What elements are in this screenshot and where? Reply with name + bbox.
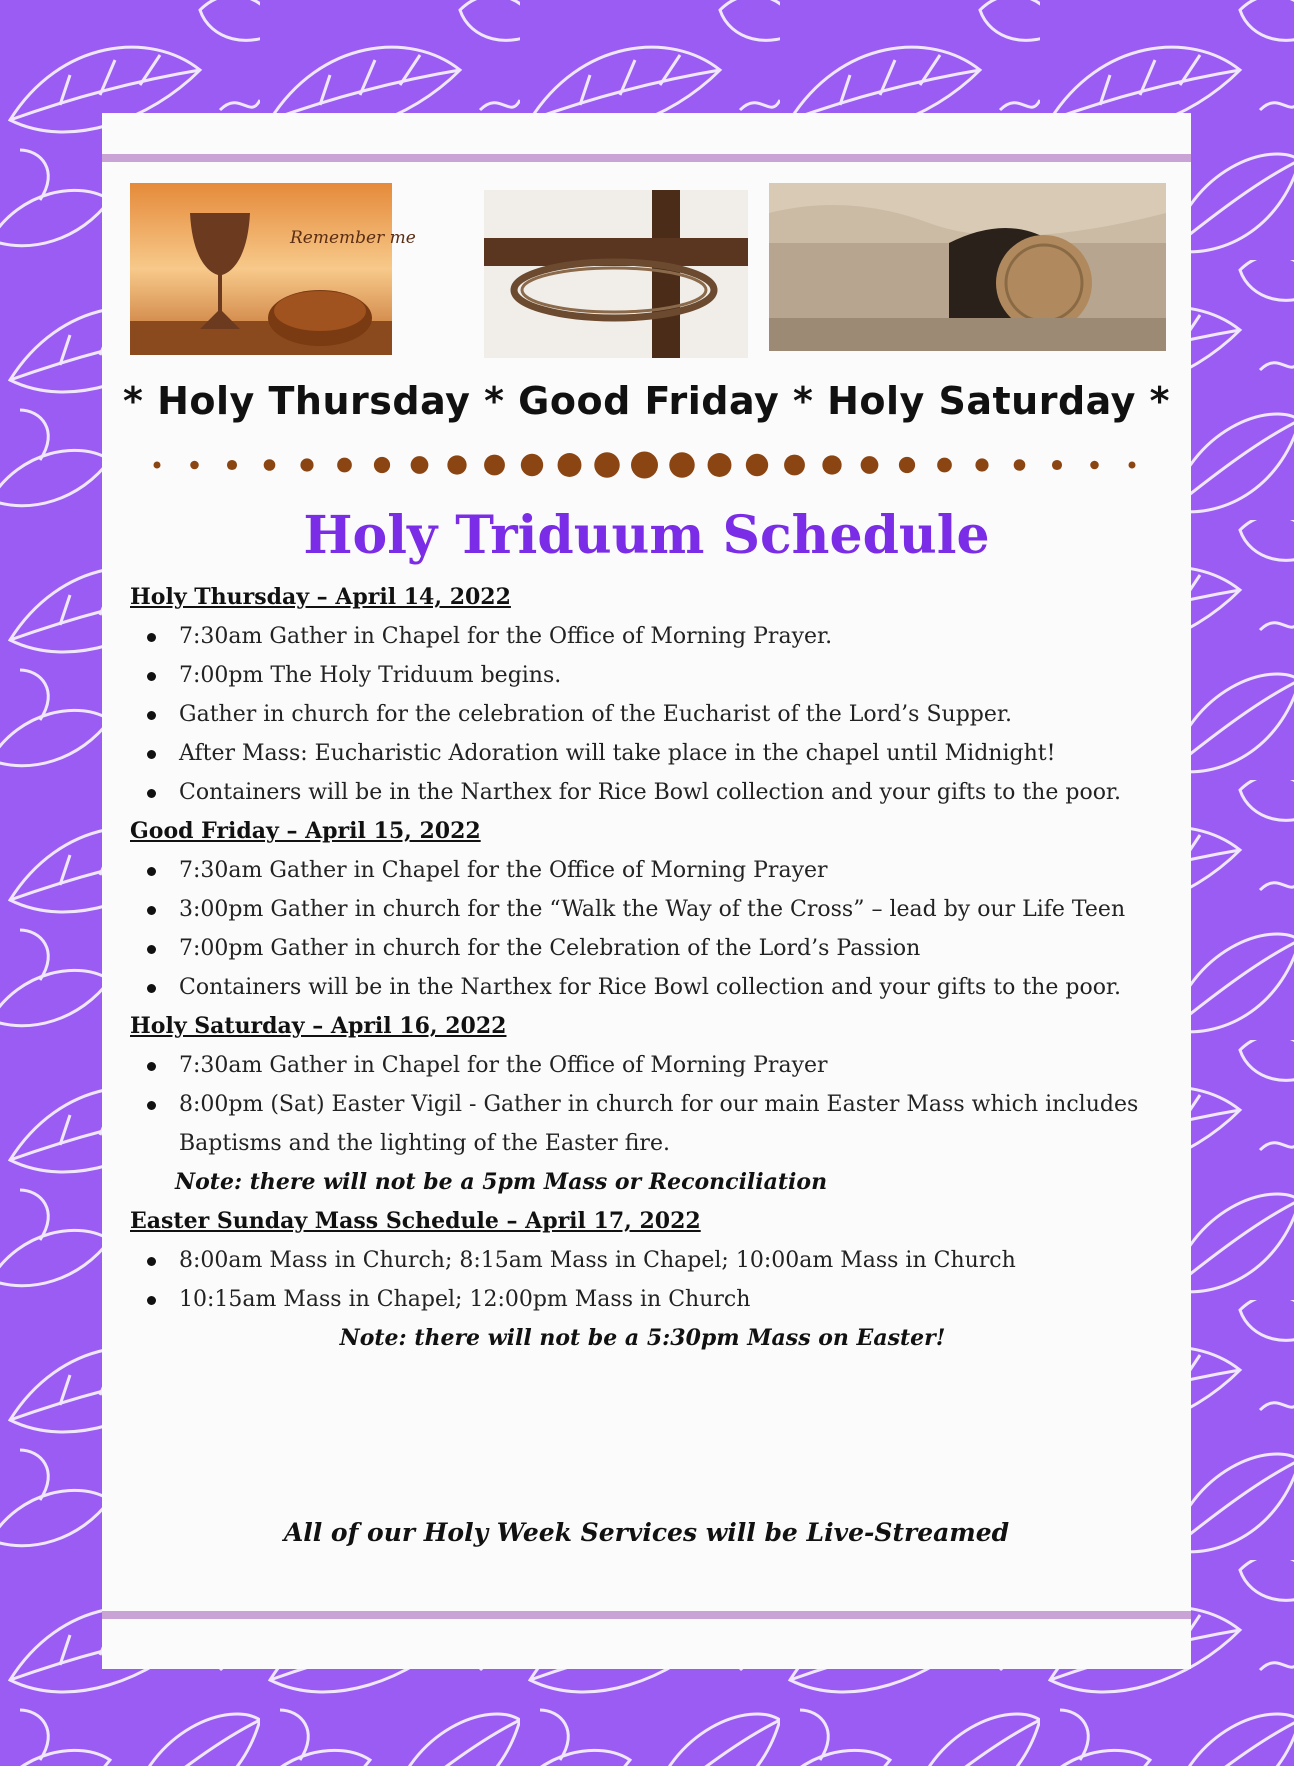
decorative-dot [1052, 460, 1062, 470]
list-item: 7:30am Gather in Chapel for the Office of Morning Prayer. [179, 617, 1160, 656]
decorative-dot [411, 456, 429, 474]
section-heading: Holy Thursday – April 14, 2022 [130, 584, 511, 610]
decorative-dot [594, 452, 619, 477]
decorative-dot [899, 457, 915, 473]
chalice-caption: Remember me [290, 228, 416, 248]
list-item: Gather in church for the celebration of the Eucharist of the Lord’s Supper. [179, 695, 1160, 734]
decorative-dot [264, 459, 276, 471]
decorative-dot [1129, 462, 1136, 469]
chalice-bread-image [130, 183, 416, 355]
decorative-dot [1090, 461, 1099, 470]
decorative-dot [521, 454, 543, 476]
list-item: 3:00pm Gather in church for the “Walk the Way of the Cross” – lead by our Life Teen [179, 890, 1160, 929]
page-title: Holy Triduum Schedule [303, 505, 990, 566]
decorative-dot [190, 461, 199, 470]
section-holy-saturday [130, 1007, 1160, 1202]
decorative-dot [374, 457, 390, 473]
list-item: Containers will be in the Narthex for Rice Bowl collection and your gifts to the poor. [179, 773, 1160, 812]
list-item: 7:30am Gather in Chapel for the Office of Morning Prayer [179, 1046, 1160, 1085]
decorative-dot [861, 456, 879, 474]
decorative-dot [631, 452, 658, 479]
list-item: 10:15am Mass in Chapel; 12:00pm Mass in Church [179, 1280, 1160, 1319]
list-item: 8:00am Mass in Church; 8:15am Mass in Chapel; 10:00am Mass in Church [179, 1241, 1160, 1280]
decorative-dots-divider [102, 445, 1191, 485]
list-item: 7:00pm The Holy Triduum begins. [179, 656, 1160, 695]
decorative-dot [708, 453, 732, 477]
decorative-dot [227, 460, 237, 470]
decorative-dot [822, 455, 841, 474]
list-item: 8:00pm (Sat) Easter Vigil - Gather in church for our main Easter Mass which includes Baptisms and the lighting of the Easter fire. [179, 1085, 1160, 1163]
top-divider [102, 154, 1191, 162]
easter-note: Note: there will not be a 5:30pm Mass on Easter! [339, 1325, 946, 1351]
schedule-body [130, 578, 1160, 1358]
cross-thorns-image [484, 190, 748, 358]
section-easter-sunday [130, 1202, 1160, 1358]
decorative-dot [558, 453, 582, 477]
decorative-dot [746, 454, 768, 476]
triduum-days-banner: * Holy Thursday * Good Friday * Holy Saturday * [122, 379, 1171, 423]
section-heading: Good Friday – April 15, 2022 [130, 818, 481, 844]
decorative-dot [669, 452, 694, 477]
section-heading: Easter Sunday Mass Schedule – April 17, 2022 [130, 1208, 701, 1234]
list-item: After Mass: Eucharistic Adoration will take place in the chapel until Midnight! [179, 734, 1160, 773]
decorative-dot [337, 458, 352, 473]
bottom-divider [102, 1611, 1191, 1619]
decorative-dot [1014, 459, 1026, 471]
section-holy-thursday [130, 578, 1160, 812]
list-item: 7:30am Gather in Chapel for the Office of Morning Prayer [179, 851, 1160, 890]
decorative-dot [300, 458, 313, 471]
list-item: 7:00pm Gather in church for the Celebration of the Lord’s Passion [179, 929, 1160, 968]
section-heading: Holy Saturday – April 16, 2022 [130, 1013, 507, 1039]
decorative-dot [154, 462, 161, 469]
decorative-dot [484, 455, 505, 476]
decorative-dot [937, 458, 952, 473]
list-item: Containers will be in the Narthex for Rice Bowl collection and your gifts to the poor. [179, 968, 1160, 1007]
saturday-note: Note: there will not be a 5pm Mass or Reconciliation [175, 1169, 828, 1195]
decorative-dot [975, 458, 988, 471]
decorative-dot [784, 455, 805, 476]
section-good-friday [130, 812, 1160, 1007]
empty-tomb-image [769, 183, 1166, 351]
decorative-dot [447, 455, 466, 474]
flyer-card [102, 113, 1191, 1669]
livestream-notice: All of our Holy Week Services will be Live-Streamed [283, 1518, 1010, 1547]
